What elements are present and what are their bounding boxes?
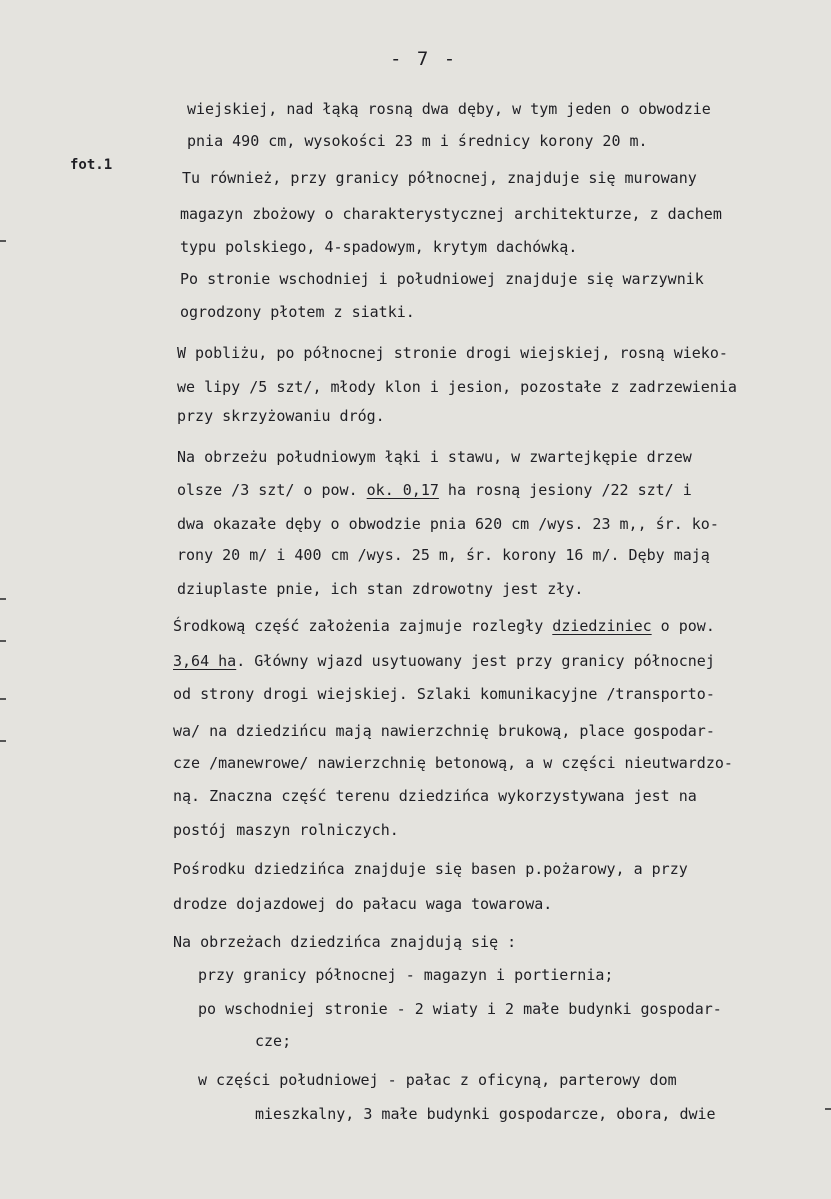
text-run: Na obrzeżu południowym łąki i stawu, w zwartejkępie drzew — [177, 448, 692, 466]
text-run: cze; — [255, 1032, 292, 1050]
text-line — [177, 344, 728, 362]
text-line — [255, 1032, 291, 1050]
text-run: o pow. — [651, 617, 715, 635]
text-line — [198, 1000, 722, 1018]
text-run: . Główny wjazd usytuowany jest przy granicy północnej — [236, 652, 715, 670]
text-run: postój maszyn rolniczych. — [173, 821, 399, 839]
text-line — [173, 821, 399, 839]
text-run: Na obrzeżach dziedzińca znajdują się : — [173, 933, 517, 951]
text-run: dwa okazałe dęby o obwodzie pnia 620 cm /wys. 23 m,, śr. ko- — [177, 515, 719, 533]
text-run: przy granicy północnej - magazyn i portiernia; — [198, 966, 614, 984]
text-run: Środkową część założenia zajmuje rozległy — [173, 617, 553, 635]
text-line — [177, 481, 692, 499]
text-line — [177, 580, 583, 598]
text-run: olsze /3 szt/ o pow. — [177, 481, 367, 499]
text-run: wa/ na dziedzińcu mają nawierzchnię brukową, place gospodar- — [173, 722, 715, 740]
text-line — [198, 1071, 677, 1089]
text-line — [173, 722, 715, 740]
text-line — [177, 407, 385, 425]
text-line — [180, 238, 577, 256]
text-run: ogrodzony płotem z siatki. — [180, 303, 415, 321]
edge-mark — [0, 598, 6, 600]
text-line — [180, 303, 415, 321]
text-line — [173, 652, 715, 670]
text-run: typu polskiego, 4-spadowym, krytym dachówką. — [180, 238, 578, 256]
text-run: cze /manewrowe/ nawierzchnię betonową, a w części nieutwardzo- — [173, 754, 733, 772]
text-line — [173, 754, 733, 772]
text-run: pnia 490 cm, wysokości 23 m i średnicy korony 20 m. — [187, 132, 648, 150]
text-run: rony 20 m/ i 400 cm /wys. 25 m, śr. korony 16 m/. Dęby mają — [177, 546, 710, 564]
text-line — [177, 546, 710, 564]
edge-mark — [825, 1108, 831, 1110]
edge-mark — [0, 698, 6, 700]
text-run: ha rosną jesiony /22 szt/ i — [438, 481, 692, 499]
text-run: drodze dojazdowej do pałacu waga towarowa. — [173, 895, 553, 913]
text-line — [187, 132, 648, 150]
text-run: magazyn zbożowy o charakterystycznej architekturze, z dachem — [180, 205, 722, 223]
text-line — [173, 617, 715, 635]
text-run: W pobliżu, po północnej stronie drogi wiejskiej, rosną wieko- — [177, 344, 728, 362]
underlined-text: 3,64 ha — [173, 652, 237, 670]
underlined-text: dziedziniec — [552, 617, 652, 635]
text-line — [187, 100, 711, 118]
text-run: ną. Znaczna część terenu dziedzińca wykorzystywana jest na — [173, 787, 697, 805]
edge-mark — [0, 740, 6, 742]
text-line — [173, 787, 697, 805]
edge-mark — [0, 240, 6, 242]
text-run: przy skrzyżowaniu dróg. — [177, 407, 385, 425]
text-run: wiejskiej, nad łąką rosną dwa dęby, w tym jeden o obwodzie — [187, 100, 711, 118]
text-line — [177, 515, 719, 533]
text-line — [180, 205, 722, 223]
text-line — [173, 685, 715, 703]
text-line — [177, 378, 737, 396]
underlined-text: ok. 0,17 — [366, 481, 439, 499]
text-run: Po stronie wschodniej i południowej znajduje się warzywnik — [180, 270, 704, 288]
text-run: dziuplaste pnie, ich stan zdrowotny jest zły. — [177, 580, 584, 598]
edge-mark — [0, 640, 6, 642]
text-line — [173, 895, 552, 913]
margin-note-photo-ref: fot.1 — [70, 157, 113, 173]
text-run: we lipy /5 szt/, młody klon i jesion, pozostałe z zadrzewienia — [177, 378, 737, 396]
text-line — [180, 270, 704, 288]
text-run: po wschodniej stronie - 2 wiaty i 2 małe budynki gospodar- — [198, 1000, 722, 1018]
text-run: Pośrodku dziedzińca znajduje się basen p.pożarowy, a przy — [173, 860, 688, 878]
text-run: od strony drogi wiejskiej. Szlaki komunikacyjne /transporto- — [173, 685, 715, 703]
text-run: mieszkalny, 3 małe budynki gospodarcze, obora, dwie — [255, 1105, 716, 1123]
text-line — [198, 966, 613, 984]
text-line — [177, 448, 692, 466]
text-run: Tu również, przy granicy północnej, znajduje się murowany — [182, 169, 697, 187]
text-line — [182, 169, 697, 187]
text-run: w części południowej - pałac z oficyną, parterowy dom — [198, 1071, 677, 1089]
text-line — [255, 1105, 716, 1123]
text-line — [173, 860, 688, 878]
page-number: - 7 - — [390, 48, 458, 70]
text-line — [173, 933, 516, 951]
